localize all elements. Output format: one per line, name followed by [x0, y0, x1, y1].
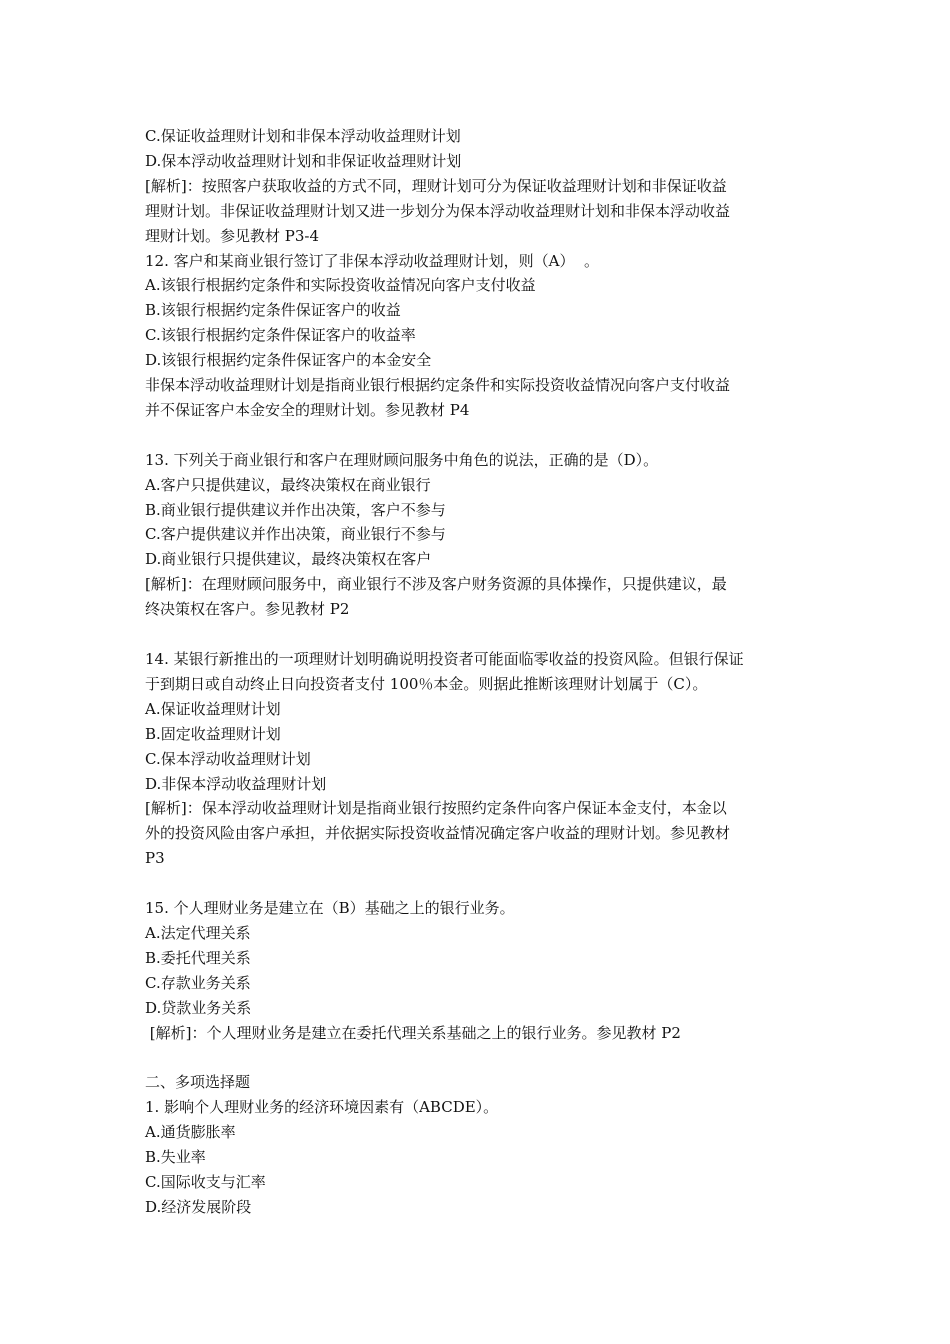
option-c: C.国际收支与汇率: [145, 1173, 266, 1191]
option-d: D.保本浮动收益理财计划和非保证收益理财计划: [145, 151, 462, 170]
document-page: [145, 124, 810, 1220]
option-b: B.该银行根据约定条件保证客户的收益: [145, 301, 401, 320]
question-14: [145, 647, 810, 871]
option-c: C.保证收益理财计划和非保本浮动收益理财计划: [145, 127, 461, 145]
option-b: B.委托代理关系: [145, 948, 251, 967]
question-stem: 14. 某银行新推出的一项理财计划明确说明投资者可能面临零收益的投资风险。但银行保证: [145, 650, 744, 668]
option-d: D.非保本浮动收益理财计划: [145, 774, 327, 793]
analysis-text: 外的投资风险由客户承担，并依据实际投资收益情况确定客户收益的理财计划。参见教材: [145, 824, 731, 843]
option-b: B.失业率: [145, 1148, 206, 1167]
blank-line: [145, 423, 810, 448]
option-d: D.该银行根据约定条件保证客户的本金安全: [145, 351, 432, 370]
analysis-text: P3: [145, 849, 165, 868]
option-c: C.存款业务关系: [145, 973, 251, 992]
analysis-text: 理财计划。非保证收益理财计划又进一步划分为保本浮动收益理财计划和非保本浮动收益: [145, 201, 731, 220]
analysis-text: [解析]：按照客户获取收益的方式不同，理财计划可分为保证收益理财计划和非保证收益: [145, 176, 727, 195]
analysis-text: 理财计划。参见教材 P3-4: [145, 226, 320, 245]
analysis-text: 并不保证客户本金安全的理财计划。参见教材 P4: [145, 400, 470, 419]
question-12: [145, 249, 810, 423]
option-d: D.商业银行只提供建议，最终决策权在客户: [145, 550, 432, 569]
analysis-text: 终决策权在客户。参见教材 P2: [145, 600, 350, 619]
section-multiple-choice: [145, 1070, 810, 1219]
option-a: A.客户只提供建议，最终决策权在商业银行: [145, 475, 431, 494]
option-a: A.法定代理关系: [145, 923, 251, 942]
question-11-tail: [145, 124, 810, 249]
analysis-text: [解析]：个人理财业务是建立在委托代理关系基础之上的银行业务。参见教材 P2: [145, 1023, 681, 1042]
question-stem: 13. 下列关于商业银行和客户在理财顾问服务中角色的说法，正确的是（D）。: [145, 450, 659, 469]
blank-line: [145, 622, 810, 647]
analysis-text: [解析]：在理财顾问服务中，商业银行不涉及客户财务资源的具体操作，只提供建议，最: [145, 575, 727, 594]
option-c: C.该银行根据约定条件保证客户的收益率: [145, 326, 416, 345]
blank-line: [145, 871, 810, 896]
question-15: [145, 896, 810, 1045]
question-stem: 12. 客户和某商业银行签订了非保本浮动收益理财计划，则（A） 。: [145, 251, 599, 270]
analysis-text: 非保本浮动收益理财计划是指商业银行根据约定条件和实际投资收益情况向客户支付收益: [145, 376, 731, 395]
question-stem: 1. 影响个人理财业务的经济环境因素有（ABCDE）。: [145, 1098, 499, 1117]
option-a: A.通货膨胀率: [145, 1123, 236, 1142]
question-stem: 15. 个人理财业务是建立在（B）基础之上的银行业务。: [145, 899, 515, 918]
question-stem: 于到期日或自动终止日向投资者支付 100％本金。则据此推断该理财计划属于（C）。: [145, 674, 708, 693]
blank-line: [145, 1045, 810, 1070]
option-d: D.贷款业务关系: [145, 998, 252, 1017]
analysis-text: [解析]：保本浮动收益理财计划是指商业银行按照约定条件向客户保证本金支付，本金以: [145, 799, 727, 818]
option-a: A.该银行根据约定条件和实际投资收益情况向客户支付收益: [145, 276, 536, 295]
option-c: C.客户提供建议并作出决策，商业银行不参与: [145, 525, 446, 544]
question-13: [145, 448, 810, 622]
section-heading: 二、多项选择题: [145, 1073, 251, 1092]
option-b: B.商业银行提供建议并作出决策，客户不参与: [145, 500, 446, 519]
option-c: C.保本浮动收益理财计划: [145, 749, 311, 768]
option-a: A.保证收益理财计划: [145, 699, 281, 718]
option-d: D.经济发展阶段: [145, 1197, 252, 1216]
option-b: B.固定收益理财计划: [145, 724, 281, 743]
